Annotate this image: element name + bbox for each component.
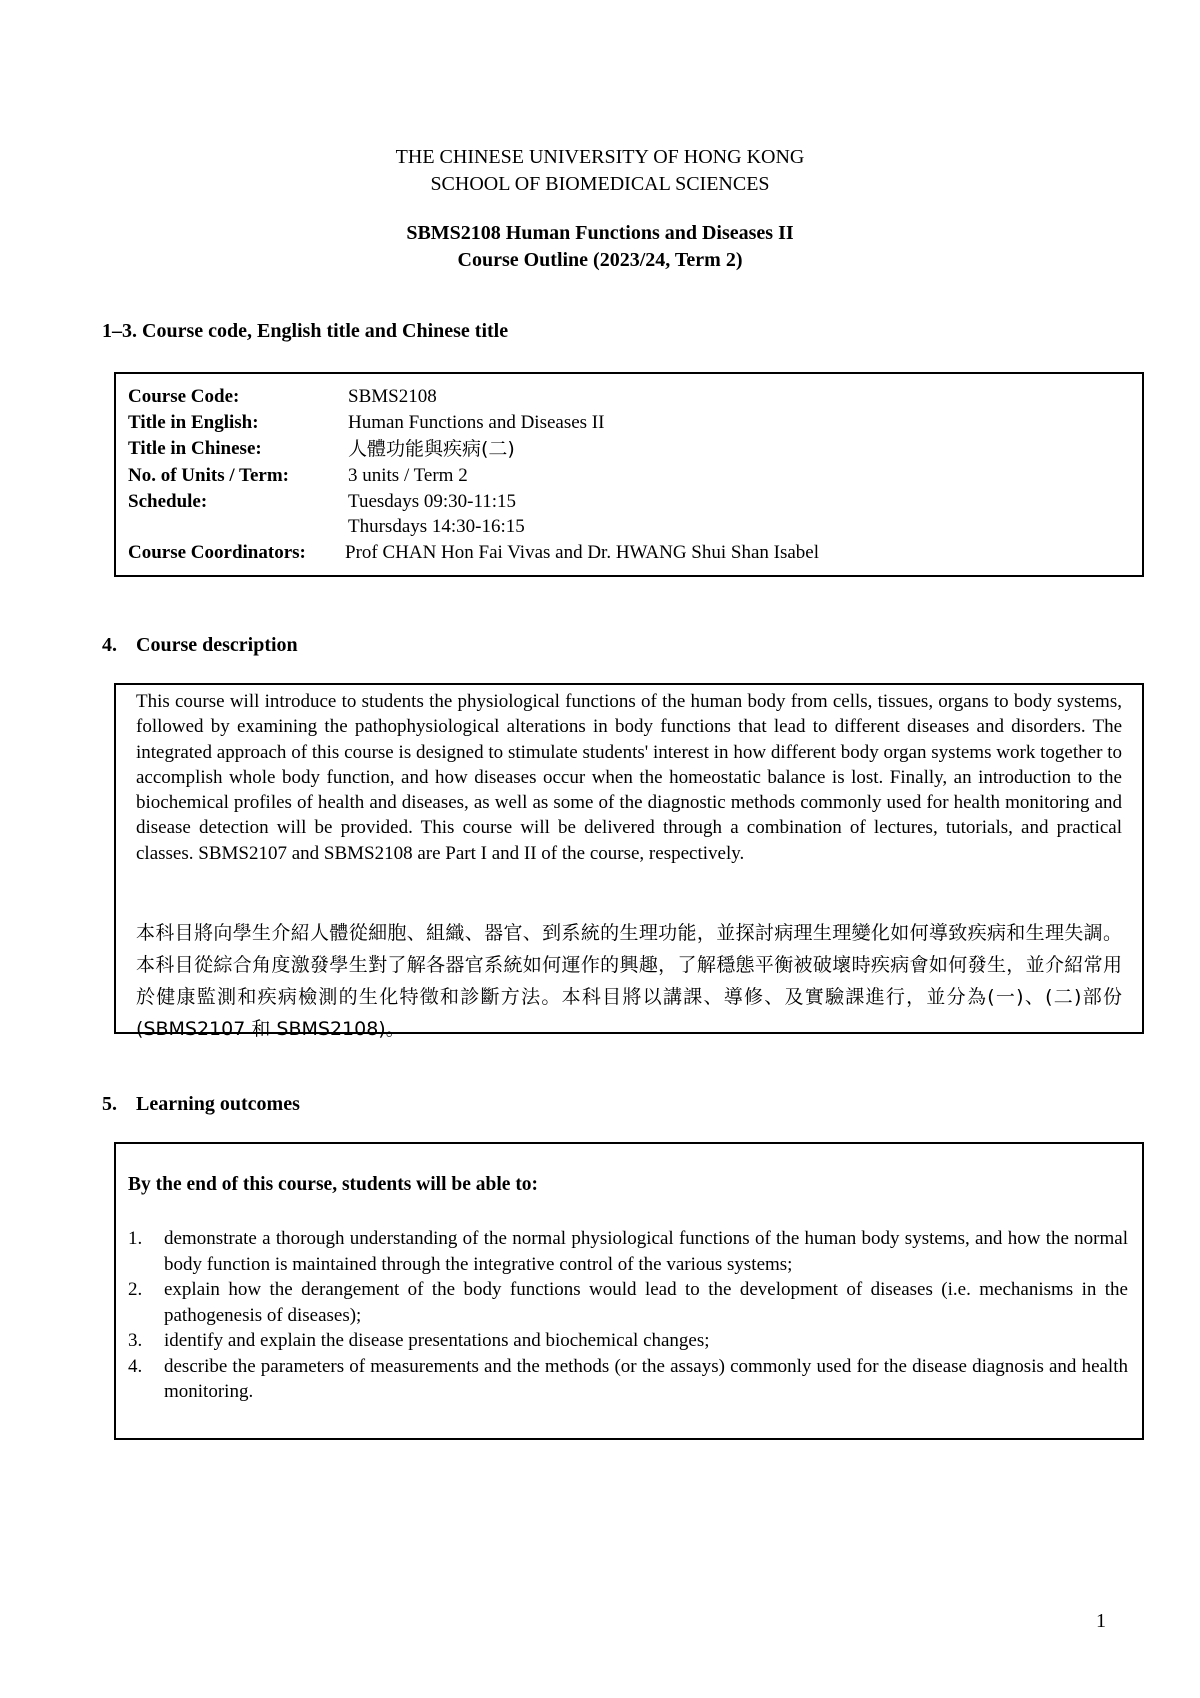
item-number: 2.: [128, 1279, 143, 1300]
list-item: [128, 1328, 1128, 1354]
info-label: No. of Units / Term:: [128, 465, 289, 486]
item-text: identify and explain the disease presentations and biochemical changes;: [164, 1330, 710, 1351]
course-heading: SBMS2108 Human Functions and Diseases II: [406, 222, 794, 244]
item-text: describe the parameters of measurements and the methods (or the assays) commonly used for the disease diagnosis and health monitoring.: [164, 1355, 1128, 1402]
description-chinese: 本科目將向學生介紹人體從細胞、組織、器官、到系統的生理功能，並探討病理生理變化如何導致疾病和生理失調。本科目從綜合角度激發學生對了解各器官系統如何運作的興趣，了解穩態平衡被破壞時疾病會如何發生，並介紹常用於健康監測和疾病檢測的生化特徵和診斷方法。本科目將以講課、導修、及實驗課進行，並分為(一)、(二)部份(SBMS2107 和 SBMS2108)。: [136, 922, 1122, 1040]
description-english: This course will introduce to students the physiological functions of the human body from cells, tissues, organs to body systems, followed by examining the pathophysiological alterations in body functions that lead to different diseases and disorders. The integrated approach of this course is designed to stimulate students' interest in how different body organ systems work together to accomplish whole body function, and how diseases occur when the homeostatic balance is lost. Finally, an introduction to the biochemical profiles of health and diseases, as well as some of the diagnostic methods commonly used for health monitoring and disease detection will be provided. This course will be delivered through a combination of lectures, tutorials, and practical classes. SBMS2107 and SBMS2108 are Part I and II of the course, respectively.: [136, 691, 1122, 864]
info-label: Schedule:: [128, 490, 208, 512]
section-4-heading: [102, 634, 298, 657]
outline-heading: Course Outline (2023/24, Term 2): [457, 249, 743, 271]
learning-outcomes-box: [114, 1142, 1144, 1440]
info-label: Title in Chinese:: [128, 438, 262, 459]
section-title: Course description: [136, 634, 298, 656]
item-number: 3.: [128, 1330, 143, 1351]
section-number: 4.: [102, 634, 117, 656]
info-value: Tuesdays 09:30-11:15: [348, 490, 517, 512]
info-row: [128, 384, 819, 410]
list-item: [128, 1354, 1128, 1405]
section-title: Learning outcomes: [136, 1093, 300, 1115]
info-label: Course Coordinators:: [128, 541, 306, 563]
info-row: [128, 514, 819, 540]
info-row: [128, 410, 819, 436]
course-info-table: [128, 384, 819, 565]
info-label: Course Code:: [128, 386, 240, 407]
section-1-heading: 1–3. Course code, English title and Chinese title: [102, 320, 509, 342]
info-value: Thursdays 14:30-16:15: [348, 516, 525, 537]
info-value: 人體功能與疾病(二): [348, 438, 515, 460]
course-info-box: [114, 372, 1144, 577]
item-text: demonstrate a thorough understanding of the normal physiological functions of the human body systems, and how the normal body function is maintained through the integrative control of the various systems;: [164, 1228, 1128, 1275]
document-title: [0, 220, 1200, 274]
section-5-heading: [102, 1093, 300, 1116]
info-row: [128, 435, 819, 463]
item-number: 1.: [128, 1228, 143, 1249]
outcomes-intro: By the end of this course, students will be able to:: [128, 1174, 539, 1195]
info-value: 3 units / Term 2: [348, 465, 468, 486]
info-row: [128, 540, 819, 566]
info-value: Prof CHAN Hon Fai Vivas and Dr. HWANG Shui Shan Isabel: [345, 541, 820, 563]
page-number: 1: [1096, 1610, 1106, 1632]
info-label: [128, 514, 348, 540]
info-value: SBMS2108: [348, 386, 437, 407]
item-number: 4.: [128, 1355, 143, 1377]
list-item: [128, 1277, 1128, 1328]
info-row: [128, 463, 819, 489]
list-item: [128, 1226, 1128, 1277]
info-row: [128, 489, 819, 515]
section-number: 5.: [102, 1093, 117, 1115]
institution-header: [0, 144, 1200, 198]
info-label: Title in English:: [128, 411, 259, 433]
course-description-box: [114, 683, 1144, 1040]
school-name: SCHOOL OF BIOMEDICAL SCIENCES: [430, 173, 770, 195]
info-value: Human Functions and Diseases II: [348, 411, 605, 433]
university-name: THE CHINESE UNIVERSITY OF HONG KONG: [395, 146, 805, 168]
outcomes-list: [128, 1226, 1128, 1405]
item-text: explain how the derangement of the body functions would lead to the development of diseases (i.e. mechanisms in the pathogenesis of diseases);: [164, 1279, 1128, 1326]
